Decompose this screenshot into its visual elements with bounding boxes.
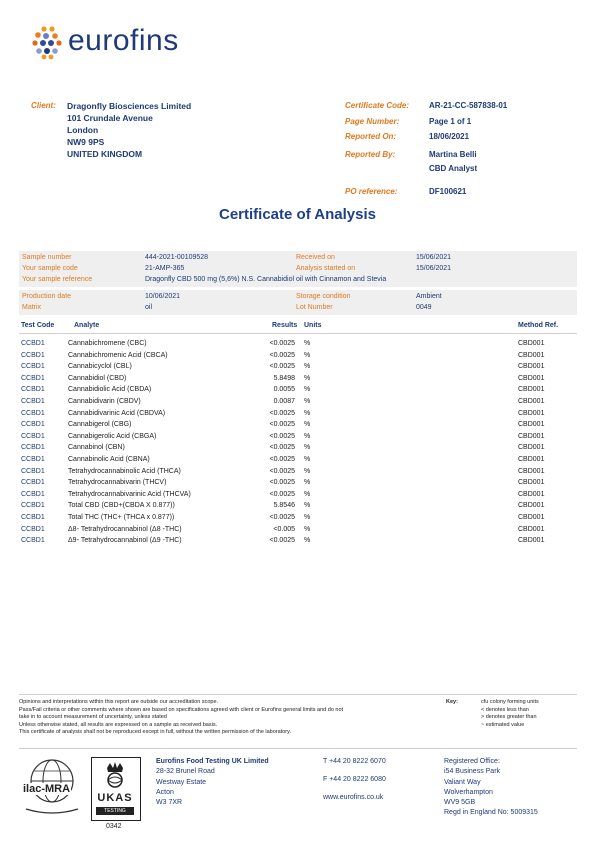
eurofins-logo-text: eurofins [68, 24, 179, 57]
test-code-cell: CCBD1 [21, 386, 45, 394]
registered-office-line: Wolverhampton [444, 788, 493, 796]
unit-cell: % [304, 340, 311, 347]
table-row [0, 398, 595, 410]
reported-on-value: 18/06/2021 [429, 132, 470, 141]
table-row [0, 468, 595, 480]
result-cell: <0.0025 [269, 340, 295, 347]
footer-divider [19, 748, 577, 749]
test-code-cell: CCBD1 [21, 502, 45, 510]
footer-fax: F +44 20 8222 6080 [323, 776, 386, 783]
unit-cell: % [304, 525, 311, 533]
client-label: Client: [31, 101, 56, 110]
ukas-sub-text: TESTING [96, 807, 134, 815]
result-cell: <0.0025 [269, 467, 295, 475]
ilac-mra-logo [20, 757, 84, 819]
table-row [0, 410, 595, 422]
analyte-cell: Tetrahydrocannabivarinic Acid (THCVA) [68, 490, 191, 498]
table-row [0, 433, 595, 445]
unit-cell: % [304, 479, 311, 487]
po-reference-label: PO reference: [345, 187, 398, 196]
result-cell: <0.0025 [269, 479, 295, 487]
result-cell: 5.8498 [273, 374, 295, 382]
analyte-cell: Cannabidivarin (CBDV) [68, 398, 141, 405]
footer-address-line: Westway Estate [156, 778, 207, 786]
analyte-cell: Total CBD (CBD+(CBDA X 0.877)) [68, 502, 175, 510]
matrix-value: oil [145, 304, 153, 311]
analyte-cell: Cannabigerol (CBG) [68, 421, 132, 429]
test-code-cell: CCBD1 [21, 525, 45, 533]
unit-cell: % [304, 432, 311, 440]
test-code-cell: CCBD1 [21, 467, 45, 475]
unit-cell: % [304, 467, 311, 475]
analyte-cell: Cannabinolic Acid (CBNA) [68, 456, 150, 463]
client-postcode: NW9 9PS [67, 137, 105, 147]
analyte-cell: Cannabidiolic Acid (CBDA) [68, 386, 152, 394]
result-cell: <0.0025 [269, 537, 295, 545]
storage-condition-value: Ambient [416, 293, 442, 300]
header-analyte: Analyte [74, 322, 100, 329]
method-cell: CBD001 [518, 479, 545, 487]
key-item: < denotes less than [481, 706, 529, 713]
received-on-label: Received on [296, 254, 335, 261]
table-row [0, 537, 595, 549]
result-cell: <0.0025 [269, 456, 295, 463]
eurofins-logo-dots-icon [30, 24, 66, 60]
your-sample-code-value: 21-AMP-365 [145, 265, 185, 272]
analyte-cell: Δ9- Tetrahydrocannabinol (Δ9 -THC) [68, 537, 182, 545]
production-date-label: Production date [22, 293, 72, 300]
unit-cell: % [304, 444, 311, 452]
analyte-cell: Cannabinol (CBN) [68, 444, 125, 452]
unit-cell: % [304, 363, 311, 371]
method-cell: CBD001 [518, 386, 545, 394]
result-cell: <0.0025 [269, 444, 295, 452]
header-test-code: Test Code [21, 322, 55, 329]
analyte-cell: Cannabigerolic Acid (CBGA) [68, 432, 157, 440]
matrix-label: Matrix [22, 304, 42, 311]
footnote-line: Opinions and interpretations within this report are outside our accreditation scope. [19, 699, 219, 705]
client-name: Dragonfly Biosciences Limited [67, 101, 192, 111]
table-row [0, 479, 595, 491]
analyte-cell: Tetrahydrocannabivarin (THCV) [68, 479, 167, 487]
result-cell: <0.0025 [269, 432, 295, 440]
your-sample-reference-label: Your sample reference [22, 276, 93, 283]
method-cell: CBD001 [518, 351, 545, 359]
analyte-cell: Cannabicyclol (CBL) [68, 363, 132, 371]
table-row [0, 444, 595, 456]
method-cell: CBD001 [518, 374, 545, 382]
table-row [0, 352, 595, 364]
method-cell: CBD001 [518, 432, 545, 440]
test-code-cell: CCBD1 [21, 537, 45, 545]
eurofins-logo [30, 22, 220, 62]
result-cell: <0.0025 [269, 490, 295, 498]
analyte-cell: Cannabidivarinic Acid (CBDVA) [68, 409, 166, 417]
footer-website-link[interactable]: www.eurofins.co.uk [323, 794, 384, 801]
reported-by-value: Martina Belli [429, 150, 477, 159]
client-address [67, 100, 191, 160]
ukas-crown-icon [92, 760, 138, 790]
test-code-cell: CCBD1 [21, 432, 45, 440]
table-row [0, 456, 595, 468]
ukas-accreditation-number: 0342 [106, 823, 122, 830]
analyte-cell: Cannabidiol (CBD) [68, 374, 127, 382]
header-units: Units [304, 322, 322, 329]
analyte-cell: Tetrahydrocannabinolic Acid (THCA) [68, 467, 181, 475]
test-code-cell: CCBD1 [21, 514, 45, 521]
lot-number-label: Lot Number [296, 304, 333, 311]
footnote-line: Pass/Fail criteria or other comments where shown are based on specifications agreed with client or Eurofins general limits and do not [19, 706, 344, 713]
analyte-cell: Δ8- Tetrahydrocannabinol (Δ8 -THC) [68, 525, 182, 533]
test-code-cell: CCBD1 [21, 340, 45, 347]
result-cell: <0.005 [273, 525, 295, 533]
method-cell: CBD001 [518, 467, 545, 475]
test-code-cell: CCBD1 [21, 363, 45, 371]
method-cell: CBD001 [518, 363, 545, 371]
table-row [0, 340, 595, 352]
reported-on-label: Reported On: [345, 132, 397, 141]
result-cell: <0.0025 [269, 514, 295, 521]
result-cell: <0.0025 [269, 363, 295, 371]
sample-number-value: 444-2021-00109528 [145, 254, 209, 261]
test-code-cell: CCBD1 [21, 456, 45, 463]
received-on-value: 15/06/2021 [416, 254, 452, 261]
method-cell: CBD001 [518, 525, 545, 533]
method-cell: CBD001 [518, 456, 545, 463]
unit-cell: % [304, 502, 311, 510]
footer-phone: T +44 20 8222 6070 [323, 758, 386, 765]
method-cell: CBD001 [518, 421, 545, 429]
result-cell: <0.0025 [269, 421, 295, 429]
reporter-role: CBD Analyst [429, 164, 478, 173]
header-divider [19, 333, 577, 334]
footnotes [19, 699, 439, 737]
footer-company-block [156, 757, 269, 808]
header-method-ref: Method Ref. [518, 322, 559, 329]
method-cell: CBD001 [518, 398, 545, 405]
key-item: ~ estimated value [481, 721, 525, 728]
registered-office-line: Regd in England No: 5009315 [444, 809, 538, 817]
po-reference-value: DF100621 [429, 187, 467, 196]
result-cell: <0.0025 [269, 409, 295, 417]
table-row [0, 421, 595, 433]
table-row [0, 491, 595, 503]
page-title: Certificate of Analysis [219, 206, 376, 223]
table-row [0, 502, 595, 514]
registered-office-label: Registered Office: [444, 758, 500, 765]
client-country: UNITED KINGDOM [67, 149, 143, 159]
key-item: cfu colony forming units [481, 699, 539, 705]
analysis-started-label: Analysis started on [296, 265, 356, 272]
registered-office-line: Valiant Way [444, 778, 481, 786]
certificate-code-label: Certificate Code: [345, 101, 410, 110]
method-cell: CBD001 [518, 409, 545, 417]
unit-cell: % [304, 421, 311, 429]
footer-address-line: 28-32 Brunel Road [156, 768, 215, 776]
your-sample-code-label: Your sample code [22, 265, 78, 272]
footer-company-name: Eurofins Food Testing UK Limited [156, 758, 269, 765]
test-code-cell: CCBD1 [21, 374, 45, 382]
unit-cell: % [304, 374, 311, 382]
footnote-line: Unless otherwise stated, all results are expressed on a sample as received basis. [19, 721, 218, 728]
your-sample-reference-value: Dragonfly CBD 500 mg (5,6%) N.S. Cannabidiol oil with Cinnamon and Stevia [145, 276, 387, 283]
method-cell: CBD001 [518, 537, 545, 545]
footer-registered-office [444, 757, 538, 819]
ukas-text: UKAS [97, 792, 133, 804]
key-legend [481, 699, 539, 729]
test-code-cell: CCBD1 [21, 421, 45, 429]
test-code-cell: CCBD1 [21, 479, 45, 487]
unit-cell: % [304, 456, 311, 463]
test-code-cell: CCBD1 [21, 398, 45, 405]
table-row [0, 363, 595, 375]
table-row [0, 514, 595, 526]
analysis-started-value: 15/06/2021 [416, 265, 452, 272]
certificate-code-value: AR-21-CC-587838-01 [429, 101, 508, 110]
unit-cell: % [304, 490, 311, 498]
footnote-line: This certificate of analysis shall not be reproduced except in full, without the written permission of the laboratory. [19, 729, 291, 736]
production-date-value: 10/06/2021 [145, 293, 181, 300]
result-cell: 0.0087 [273, 398, 295, 405]
key-label: Key: [446, 699, 458, 705]
analyte-cell: Cannabichromene (CBC) [68, 340, 147, 347]
header-results: Results [272, 322, 298, 329]
unit-cell: % [304, 386, 311, 394]
method-cell: CBD001 [518, 444, 545, 452]
reported-by-label: Reported By: [345, 150, 396, 159]
footnote-line: take in to account measurement of uncertainty, unless stated [19, 714, 167, 721]
table-row [0, 375, 595, 387]
unit-cell: % [304, 351, 311, 359]
ukas-logo [91, 757, 141, 821]
table-row [0, 526, 595, 538]
analyte-cell: Cannabichromenic Acid (CBCA) [68, 351, 168, 359]
key-item: > denotes greater than [481, 714, 537, 721]
unit-cell: % [304, 409, 311, 417]
unit-cell: % [304, 514, 311, 521]
method-cell: CBD001 [518, 502, 545, 510]
table-row [0, 386, 595, 398]
test-code-cell: CCBD1 [21, 444, 45, 452]
unit-cell: % [304, 537, 311, 545]
result-cell: <0.0025 [269, 351, 295, 359]
sample-number-label: Sample number [22, 254, 72, 261]
lot-number-value: 0049 [416, 304, 432, 311]
method-cell: CBD001 [518, 340, 545, 347]
method-cell: CBD001 [518, 514, 545, 521]
storage-condition-label: Storage condition [296, 293, 351, 300]
analyte-cell: Total THC (THC+ (THCA x 0.877)) [68, 514, 175, 521]
page-number-value: Page 1 of 1 [429, 117, 472, 126]
test-code-cell: CCBD1 [21, 351, 45, 359]
registered-office-line: WV9 5GB [444, 799, 476, 807]
footer-address-line: Acton [156, 788, 174, 796]
method-cell: CBD001 [518, 490, 545, 498]
footer-address-line: W3 7XR [156, 799, 183, 807]
footnotes-divider [19, 694, 577, 695]
unit-cell: % [304, 398, 311, 405]
client-city: London [67, 125, 99, 135]
result-cell: 5.8546 [273, 502, 295, 510]
test-code-cell: CCBD1 [21, 490, 45, 498]
ilac-mra-text: ilac-MRA [23, 783, 71, 795]
registered-office-line: i54 Business Park [444, 768, 501, 776]
page-number-label: Page Number: [345, 117, 400, 126]
test-code-cell: CCBD1 [21, 409, 45, 417]
result-cell: 0.0055 [273, 386, 295, 394]
client-street: 101 Crundale Avenue [67, 113, 153, 123]
